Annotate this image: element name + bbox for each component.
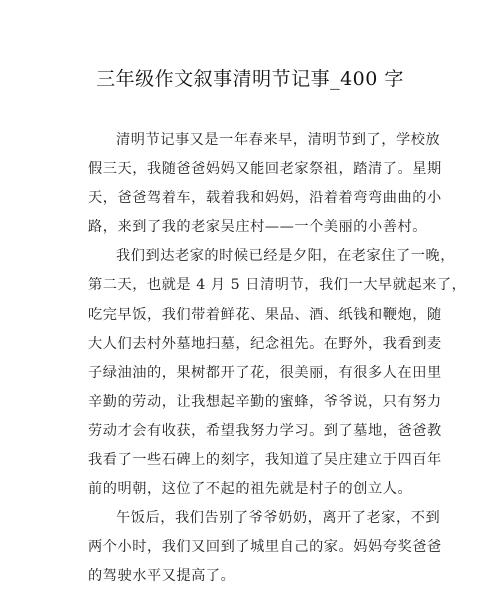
text-line: 劳动才会有收获，希望我努力学习。到了墓地，爸爸教 (88, 422, 442, 439)
document-title: 三年级作文叙事清明节记事_400 字 (96, 68, 404, 90)
text-line: 两个小时，我们又回到了城里自己的家。妈妈夸奖爸爸 (88, 539, 442, 556)
text-line: 子绿油油的，果树都开了花，很美丽，有很多人在田里 (88, 364, 442, 381)
text-line: 前的明朝，这位了不起的祖先就是村子的创立人。 (88, 481, 413, 498)
text-line: 吃完早饭，我们带着鲜花、果品、酒、纸钱和鞭炮，随 (88, 306, 442, 323)
text-line: 路，来到了我的老家吴庄村——一个美丽的小善村。 (88, 219, 427, 236)
text-line: 天，爸爸驾着车，载着我和妈妈，沿着着弯弯曲曲的小 (88, 190, 442, 207)
text-line: 清明节记事又是一年春来早，清明节到了，学校放 (116, 132, 441, 148)
text-line: 的驾驶水平又提高了。 (88, 568, 236, 585)
text-line: 第二天，也就是 4 月 5 日清明节，我们一大早就起来了， (88, 277, 467, 294)
text-line: 辛勤的劳动，让我想起辛勤的蜜蜂，爷爷说，只有努力 (88, 393, 442, 410)
text-line: 我看了一些石碑上的刻字，我知道了吴庄建立于四百年 (88, 452, 442, 469)
text-line: 大人们去村外墓地扫墓，纪念祖先。在野外，我看到麦 (88, 335, 442, 352)
text-line: 假三天，我随爸爸妈妈又能回老家祭祖，踏清了。星期 (88, 161, 442, 178)
document-body (88, 126, 467, 592)
text-line: 我们到达老家的时候已经是夕阳，在老家住了一晚， (116, 248, 455, 265)
text-line: 午饭后，我们告别了爷爷奶奶，离开了老家，不到 (116, 510, 441, 527)
